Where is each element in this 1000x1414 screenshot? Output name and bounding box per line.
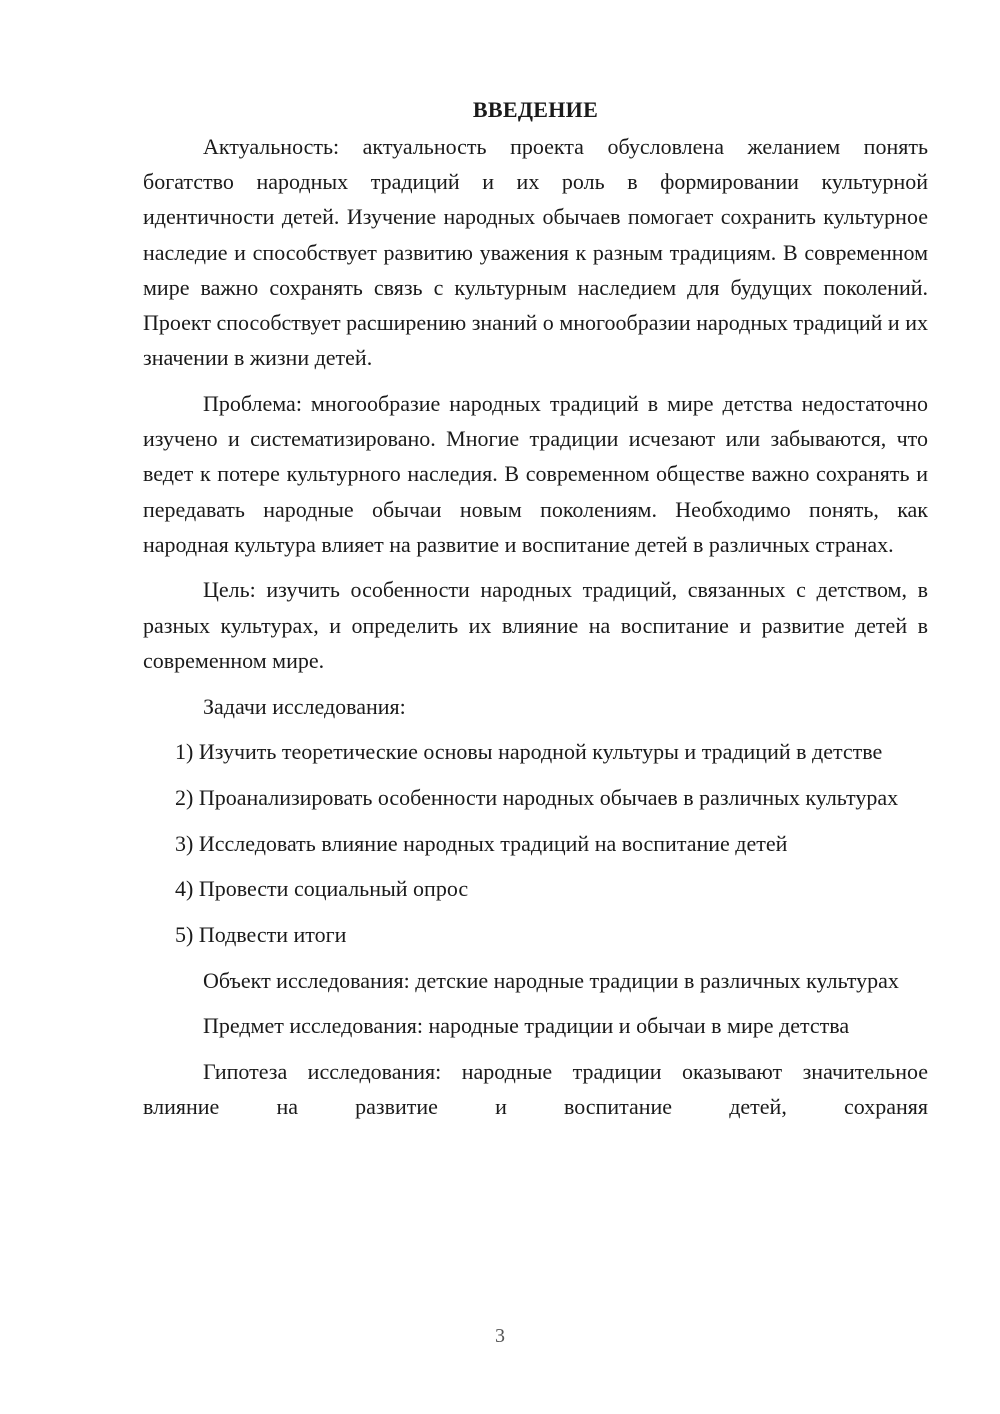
paragraph-subject: Предмет исследования: народные традиции и обычаи в мире детства (203, 1013, 850, 1039)
task-item: 3) Исследовать влияние народных традиций на воспитание детей (175, 830, 788, 856)
paragraph-problem: Проблема: многообразие народных традиций в мире детства недостаточно изучено и систематизировано. Многие традиции исчезают или забываются, что ведет к потере культурного наследия. В современном обществе важно сохранять и передавать народные обычаи новым поколениям. Необходимо понять, как народная культура влияет на развитие и воспитание детей в различных странах. (143, 390, 928, 557)
section-heading: ВВЕДЕНИЕ (472, 97, 599, 122)
paragraph-goal: Цель: изучить особенности народных традиций, связанных с детством, в разных культурах, и определить их влияние на воспитание и развитие детей в современном мире. (143, 577, 928, 673)
tasks-heading: Задачи исследования: (203, 693, 406, 719)
task-item: 5) Подвести итоги (175, 922, 347, 948)
paragraph-object: Объект исследования: детские народные традиции в различных культурах (203, 967, 899, 993)
task-item: 1) Изучить теоретические основы народной культуры и традиций в детстве (175, 739, 883, 765)
task-item: 2) Проанализировать особенности народных обычаев в различных культурах (175, 784, 899, 810)
page-number: 3 (495, 1325, 505, 1347)
paragraph-relevance: Актуальность: актуальность проекта обусловлена желанием понять богатство народных традиций и их роль в формировании культурной идентичности детей. Изучение народных обычаев помогает сохранить культурное наследие и способствует развитию уважения к разным традициям. В современном мире важно сохранять связь с культурным наследием для будущих поколений. Проект способствует расширению знаний о многообразии народных традиций и их значении в жизни детей. (143, 134, 928, 371)
task-item: 4) Провести социальный опрос (175, 876, 469, 902)
document-page (143, 92, 928, 1135)
paragraph-hypothesis: Гипотеза исследования: народные традиции оказывают значительное влияние на развитие и воспитание детей, сохраняя (143, 1059, 928, 1120)
